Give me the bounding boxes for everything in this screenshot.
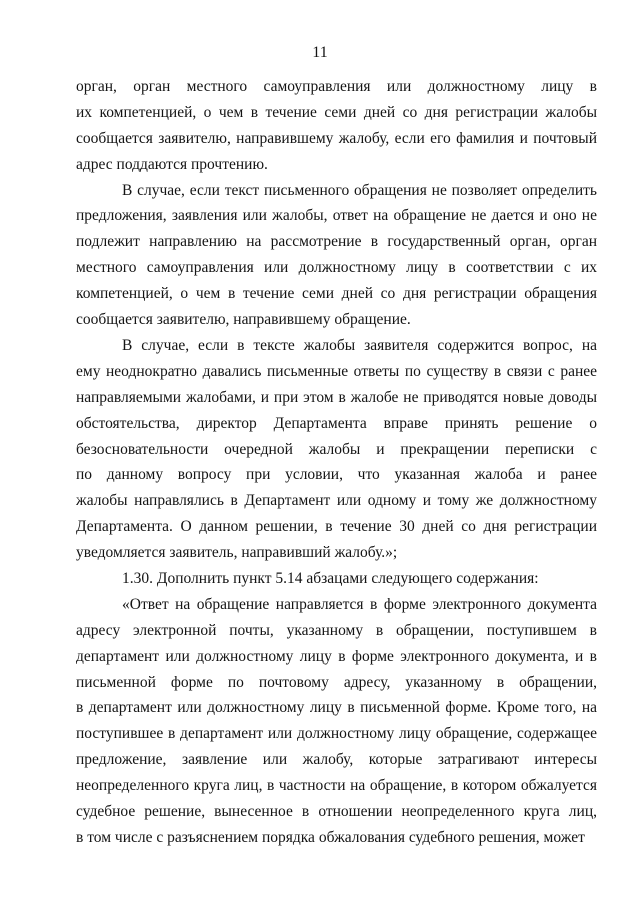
paragraph (76, 333, 597, 566)
text-line: поступившее в департамент или должностному лицу обращение, содержащее (76, 725, 597, 743)
text-line: направляемыми жалобами, и при этом в жалобе не приводятся новые доводы (76, 388, 597, 406)
text-line: письменной форме по почтовому адресу, указанному в обращении, (76, 673, 597, 691)
text-line: «Ответ на обращение направляется в форме электронного документа (122, 595, 597, 613)
text-line: адресу электронной почты, указанному в обращении, поступившем в (76, 621, 597, 639)
text-line: обстоятельства, директор Департамента вправе принять решение о (76, 414, 597, 432)
text-line: по данному вопросу при условии, что указанная жалоба и ранее (76, 466, 597, 484)
text-line: жалобы направлялись в Департамент или одному и тому же должностному (76, 492, 597, 510)
paragraph (76, 74, 597, 178)
text-line: неопределенного круга лиц, в частности на обращение, в котором обжалуется (76, 777, 597, 795)
text-line: В случае, если в тексте жалобы заявителя содержится вопрос, на (122, 336, 597, 354)
text-line: ему неоднократно давались письменные ответы по существу в связи с ранее (76, 362, 597, 380)
paragraph (76, 566, 597, 592)
text-line: подлежит направлению на рассмотрение в государственный орган, орган (76, 233, 597, 251)
text-line: орган, орган местного самоуправления или должностному лицу в (76, 78, 597, 95)
text-line: Департамента. О данном решении, в течение 30 дней со дня регистрации (76, 518, 597, 536)
paragraph (76, 592, 597, 851)
text-line: их компетенцией, о чем в течение семи дней со дня регистрации жалобы (76, 103, 597, 121)
text-line: 1.30. Дополнить пункт 5.14 абзацами следующего содержания: (122, 569, 539, 587)
text-line: в департамент или должностному лицу в письменной форме. Кроме того, на (76, 699, 597, 717)
text-line: в том числе с разъяснением порядка обжалования судебного решения, может (76, 828, 585, 846)
document-body (76, 74, 597, 851)
text-line: сообщается заявителю, направившему жалобу, если его фамилия и почтовый (76, 129, 597, 147)
text-line: судебное решение, вынесенное в отношении неопределенного круга лиц, (76, 803, 597, 820)
text-line: департамент или должностному лицу в форме электронного документа, и в (76, 647, 597, 665)
text-line: В случае, если текст письменного обращения не позволяет определить (122, 181, 597, 199)
text-line: местного самоуправления или должностному лицу в соответствии с их (76, 259, 597, 277)
text-line: сообщается заявителю, направившему обращение. (76, 311, 411, 329)
text-line: адрес поддаются прочтению. (76, 155, 268, 173)
text-line: предложение, заявление или жалобу, которые затрагивают интересы (76, 751, 597, 769)
paragraph (76, 178, 597, 333)
text-line: уведомляется заявитель, направивший жалобу.»; (76, 544, 398, 562)
text-line: компетенцией, о чем в течение семи дней со дня регистрации обращения (76, 285, 597, 303)
page-number: 11 (312, 44, 328, 61)
text-line: безосновательности очередной жалобы и прекращении переписки с (76, 440, 597, 458)
text-line: предложения, заявления или жалобы, ответ на обращение не дается и оно не (76, 207, 597, 225)
